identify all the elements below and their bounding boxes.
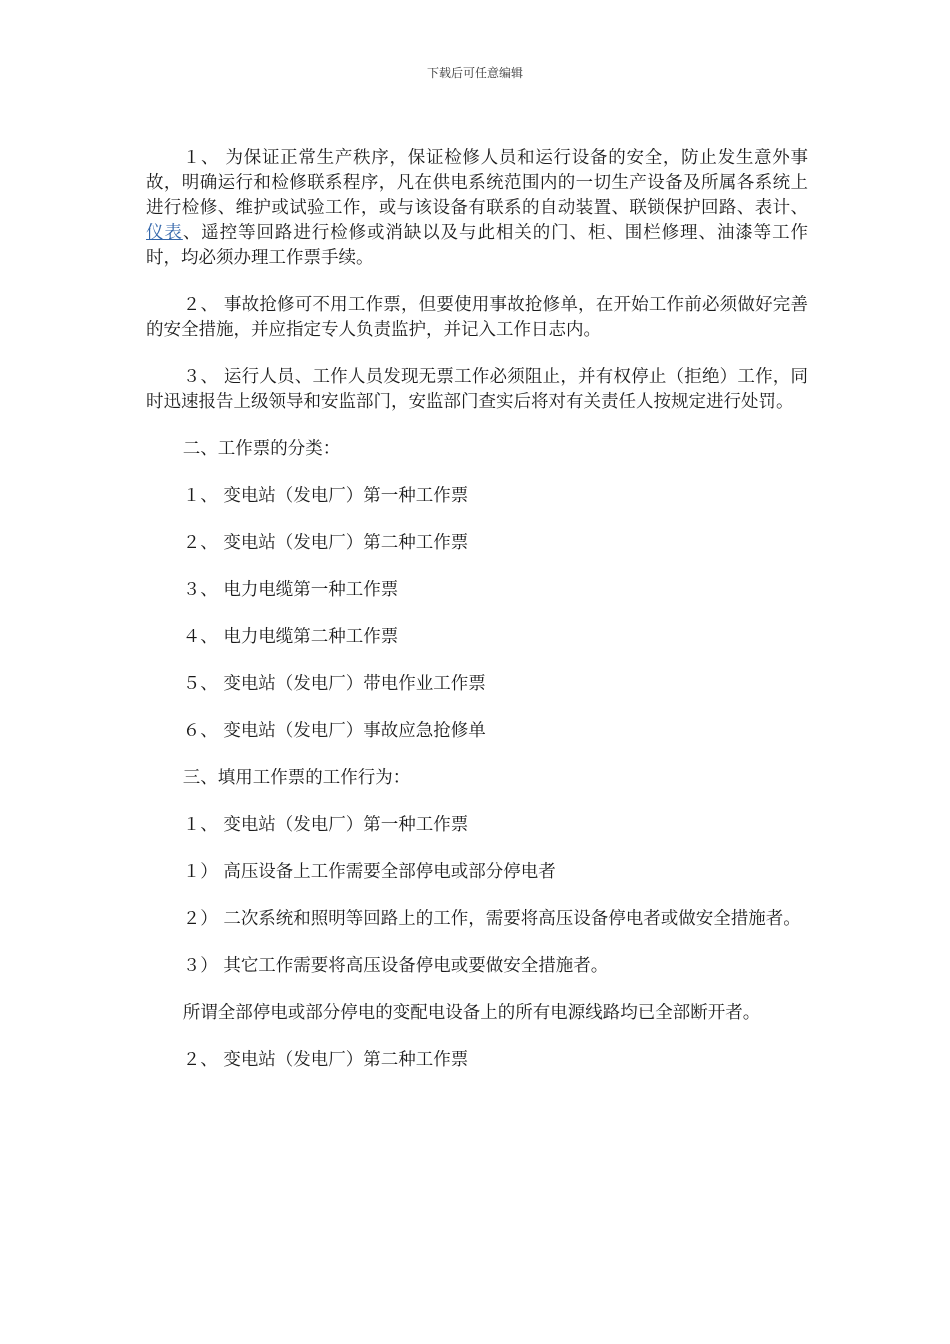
list-item-6: ６、 变电站（发电厂）事故应急抢修单 (182, 721, 486, 741)
paragraph-1-text-after: 、遥控等回路进行检修或消缺以及与此相关的门、柜、围栏修理、油漆等工作时，均必须办理工作票手续。 (146, 223, 809, 268)
section-heading-classification: 二、工作票的分类： (182, 439, 341, 459)
document-body (146, 146, 808, 1095)
section-heading-work-behavior: 三、填用工作票的工作行为： (182, 768, 411, 788)
list-item-first-type: １、 变电站（发电厂）第一种工作票 (182, 815, 469, 835)
paragraph-2: ２、 事故抢修可不用工作票，但要使用事故抢修单，在开始工作前必须做好完善的安全措施，并应指定专人负责监护，并记入工作日志内。 (146, 295, 808, 340)
paragraph-1-text-before: １、 为保证正常生产秩序，保证检修人员和运行设备的安全，防止发生意外事故，明确运行和检修联系程序，凡在供电系统范围内的一切生产设备及所属各系统上进行检修、维护或试验工作，或与该设备有联系的自动装置、联锁保护回路、表计、 (146, 148, 808, 218)
paragraph-3: ３、 运行人员、工作人员发现无票工作必须阻止，并有权停止（拒绝）工作，同时迅速报告上级领导和安监部门，安监部门查实后将对有关责任人按规定进行处罚。 (146, 367, 808, 412)
list-item-5: ５、 变电站（发电厂）带电作业工作票 (182, 674, 486, 694)
sub-item-2: ２） 二次系统和照明等回路上的工作，需要将高压设备停电者或做安全措施者。 (182, 909, 801, 929)
instrument-link[interactable]: 仪表 (146, 223, 183, 243)
page-header: 下载后可任意编辑 (426, 66, 523, 80)
list-item-2: ２、 变电站（发电厂）第二种工作票 (182, 533, 469, 553)
list-item-4: ４、 电力电缆第二种工作票 (182, 627, 399, 647)
sub-item-3: ３） 其它工作需要将高压设备停电或要做安全措施者。 (182, 956, 609, 976)
definition-paragraph: 所谓全部停电或部分停电的变配电设备上的所有电源线路均已全部断开者。 (182, 1003, 761, 1023)
paragraph-1 (146, 146, 808, 271)
list-item-second-type: ２、 变电站（发电厂）第二种工作票 (182, 1050, 469, 1070)
list-item-1: １、 变电站（发电厂）第一种工作票 (182, 486, 469, 506)
list-item-3: ３、 电力电缆第一种工作票 (182, 580, 399, 600)
sub-item-1: １） 高压设备上工作需要全部停电或部分停电者 (182, 862, 556, 882)
